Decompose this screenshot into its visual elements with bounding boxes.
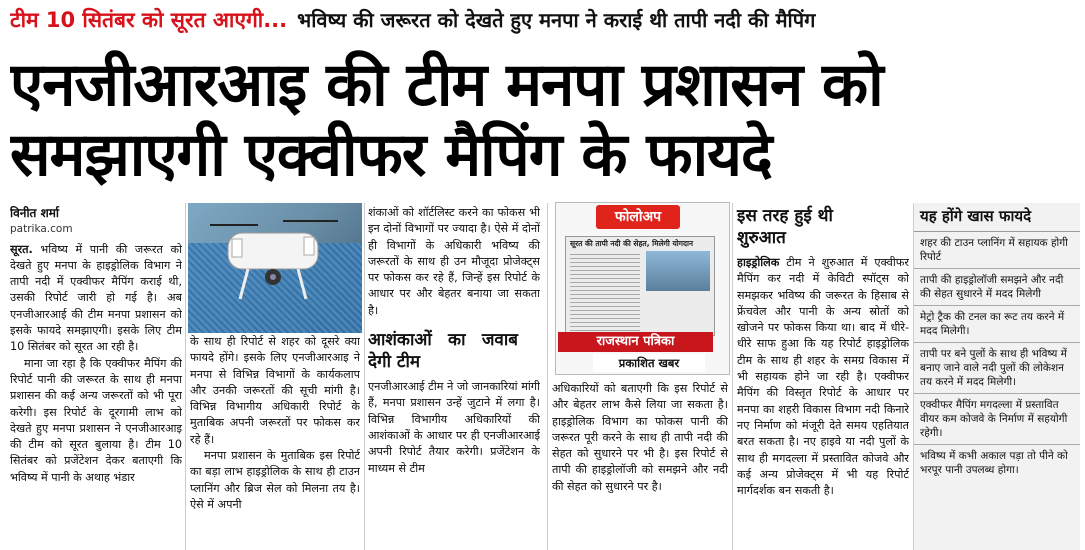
kicker-line [10, 6, 1080, 40]
sidebar-title: यह होंगे खास फायदे [914, 203, 1080, 232]
published-news-tag: प्रकाशित खबर [593, 354, 705, 372]
column-4 [552, 381, 728, 550]
newspaper-thumbnail [565, 236, 715, 336]
column-1 [10, 205, 182, 550]
col1-para-1 [10, 242, 182, 356]
col3-para-1: शंकाओं को शॉर्टलिस्ट करने का फोकस भी इन दोनों विभागों पर ज्यादा है। ऐसे में दोनों ही विभागों के अधिकारी भविष्य की जरूरतों के साथ ही उन मौजूदा प्रोजेक्ट्स पर फोकस कर रहे हैं, जिन्हें इस रिपोर्ट के आधार पर और बेहतर बनाया जा सकता है। [368, 206, 540, 317]
thumbnail-photo [646, 251, 710, 291]
benefit-item: एक्वीफर मैपिंग मगदल्ला में प्रस्तावित वीयर कम कोजवे के निर्माण में सहयोगी रहेगी। [914, 394, 1080, 445]
byline: विनीत शर्मा [10, 206, 60, 220]
drone-icon [188, 203, 362, 333]
drone-photo [188, 203, 362, 333]
col5-para-1-text: टीम ने शुरुआत में एक्वीफर मैपिंग कर नदी में केविटी स्पॉट्स को समझकर भविष्य की जरूरत के हिसाब से फ्रेंचवेल और पानी के अन्य स्रोतों को खोजने पर फोकस किया था। बाद में धीरे-धीरे साफ हुआ कि यह रिपोर्ट हाइड्रोलिक टीम के साथ ही शहर के समग्र विकास में भी सहायक होने जा रही है। एक्वीफर मैपिंग की विस्तृत रिपोर्ट के आधार पर मनपा का शहरी विकास विभाग नदी किनारे नए निर्माण को मंजूरी देते समय एहतियात बरत सकता है। नए हाइवे या नदी पुलों के साथ ही मगदल्ला में प्रस्तावित कोजवे और कई अन्य प्रोजेक्ट्स में भी यह रिपोर्ट मार्गदर्शक बन सकती है। [737, 256, 909, 498]
col3-para-2: एनजीआरआई टीम ने जो जानकारियां मांगी हैं, मनपा प्रशासन उन्हें जुटाने में लगा है। विभिन्न विभागीय अधिकारियों की आशंकाओं के आधार पर ही एनजीआरआई अपनी रिपोर्ट तैयार करेगी। प्रजेंटेशन के माध्यम से टीम [368, 380, 540, 475]
benefit-item: तापी की हाइड्रोलॉजी समझने और नदी की सेहत सुधारने में मदद मिलेगी [914, 269, 1080, 306]
subheading-beginning: इस तरह हुई थी शुरुआत [737, 206, 833, 248]
column-rule [185, 203, 186, 550]
benefit-item: शहर की टाउन प्लानिंग में सहायक होगी रिपोर्ट [914, 232, 1080, 269]
benefit-item: मेट्रो ट्रैक की टनल का रूट तय करने में मदद मिलेगी। [914, 306, 1080, 343]
col1-para-1-text: भविष्य में पानी की जरूरत को देखते हुए मनपा के हाइड्रोलिक विभाग ने तापी नदी में एक्वीफर मैपिंग कराई थी, उसकी रिपोर्ट जारी हो गई है। अब एनजीआरआई की टीम मनपा प्रशासन को इसके फायदे समझाएगी। इसके लिए टीम 10 सितंबर को सूरत आ रही है। [10, 242, 182, 354]
main-headline [10, 50, 1080, 190]
column-5 [737, 205, 909, 550]
benefit-item: तापी पर बने पुलों के साथ ही भविष्य में बनाए जाने वाले नदी पुलों की लोकेशन तय करने में मदद मिलेगी। [914, 343, 1080, 394]
col2-para-2: मनपा प्रशासन के मुताबिक इस रिपोर्ट का बड़ा लाभ हाइड्रोलिक के साथ ही टाउन प्लानिंग और ब्रिज सेल को मिलना तय है। ऐसे में अपनी [190, 449, 360, 511]
newspaper-name: राजस्थान पत्रिका [558, 332, 713, 352]
site-name: patrika.com [10, 223, 73, 236]
benefits-sidebar [913, 203, 1080, 550]
followup-badge: फोलोअप [596, 205, 680, 229]
col5-lead: हाइड्रोलिक [737, 256, 780, 269]
col4-para-1: अधिकारियों को बताएगी कि इस रिपोर्ट से और बेहतर लाभ कैसे लिया जा सकता है। हाइड्रोलिक विभाग का फोकस पानी की जरूरत पूरी करने के साथ ही तापी नदी की सेहत को सुधारने पर भी है। इस रिपोर्ट से तापी की हाइड्रोलॉजी को समझने और नदी की सेहत को सुधारने पर है। [552, 382, 728, 493]
kicker-subhead: भविष्य की जरूरत को देखते हुए मनपा ने कराई थी तापी नदी की मैपिंग [297, 8, 816, 32]
kicker-red: टीम 10 सितंबर को सूरत आएगी... [10, 8, 288, 32]
col1-para-2: माना जा रहा है कि एक्वीफर मैपिंग की रिपोर्ट पानी की जरूरत के साथ ही मनपा प्रशासन की कई अन्य जरूरतों को भी पूरा करेगी। इस रिपोर्ट के दूरगामी लाभ को देखते हुए मनपा प्रशासन ने एनजीआरआइ की टीम को सूरत बुलाया है। टीम 10 सितंबर को प्रजेंटेशन देकर बताएगी कि भविष्य में पानी के अथाह भंडार [10, 356, 182, 484]
thumbnail-text-lines [570, 251, 640, 331]
col2-para-1: के साथ ही रिपोर्ट से शहर को दूसरे क्या फायदे होंगे। इसके लिए एनजीआरआइ ने मनपा से विभिन्न विभागों के कार्यकलाप और उनकी जरूरतों की सूची मांगी है। विभिन्न विभागीय अधिकारी रिपोर्ट के मुताबिक अपनी जरूरतों पर फोकस कर रहे हैं। [190, 335, 360, 446]
col5-para-1 [737, 255, 909, 499]
thumbnail-headline: सूरत की तापी नदी की सेहत, मिलेगी योगदान [570, 239, 694, 248]
column-rule [547, 203, 548, 550]
column-rule [732, 203, 733, 550]
benefit-item: भविष्य में कभी अकाल पड़ा तो पीने को भरपूर पानी उपलब्ध होगा। [920, 450, 1068, 476]
headline-line-1: एनजीआरआइ की टीम मनपा प्रशासन को [10, 50, 883, 120]
subheading-answers: आशंकाओं का जवाब देगी टीम [368, 330, 518, 373]
dateline: सूरत. [10, 242, 33, 256]
headline-line-2: समझाएगी एक्वीफर मैपिंग के फायदे [10, 120, 772, 190]
column-3 [368, 205, 540, 550]
column-rule [364, 203, 365, 550]
column-2 [190, 334, 360, 550]
